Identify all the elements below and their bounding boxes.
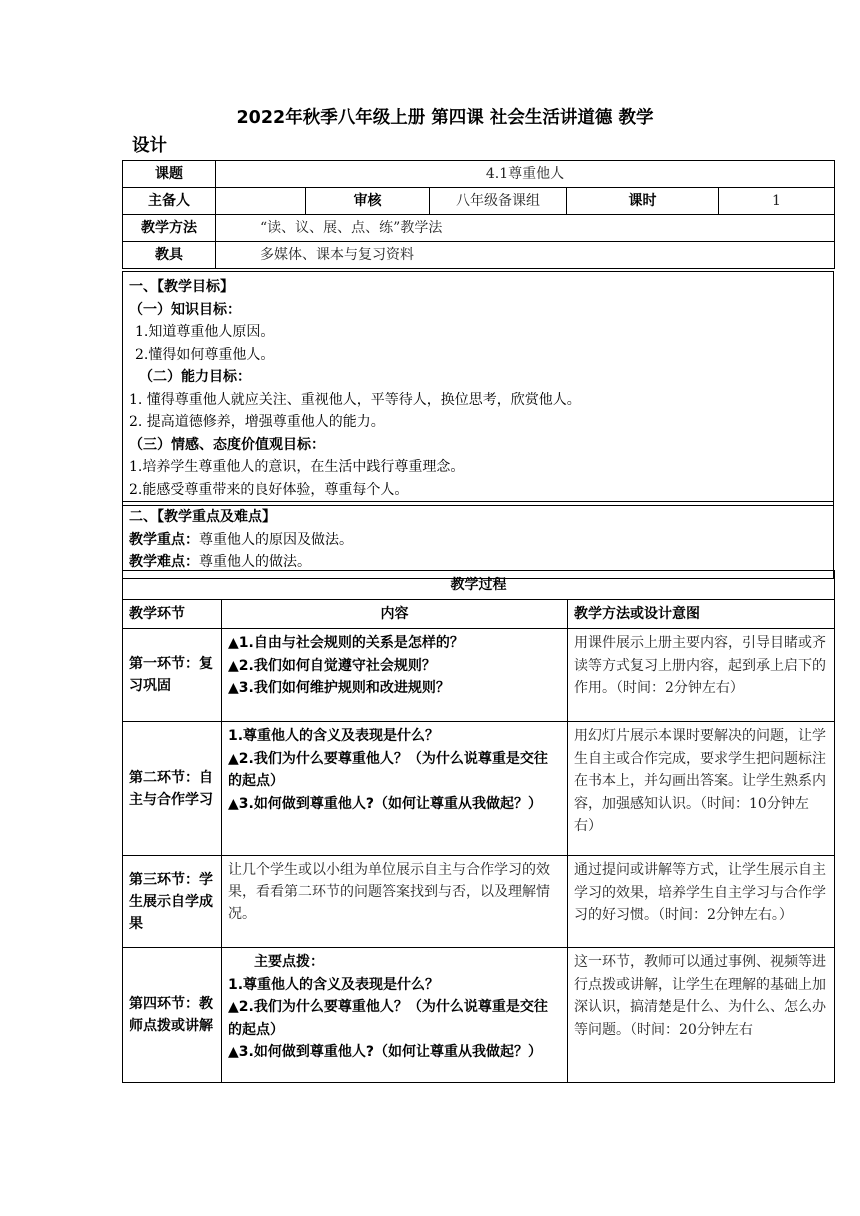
content-line: ▲2.我们为什么要尊重他人？（为什么说尊重是交往的起点）: [228, 999, 548, 1038]
focus-line: [129, 529, 827, 552]
emotion-heading: （三）情感、态度价值观目标：: [129, 436, 325, 453]
content-cell: [222, 948, 568, 1083]
col-content-header: 内容: [222, 600, 568, 629]
topic-label: 课题: [123, 161, 216, 188]
process-row: [123, 856, 835, 948]
review-label: 审核: [306, 188, 430, 215]
preparer-label: 主备人: [123, 188, 216, 215]
process-row: [123, 948, 835, 1083]
ability-heading: （二）能力目标：: [139, 369, 251, 385]
emotion-item: 2.能感受尊重带来的良好体验，尊重每个人。: [129, 481, 409, 498]
difficulty-label: 教学难点：: [129, 554, 199, 570]
content-cell: 让几个学生或以小组为单位展示自主与合作学习的效果，看看第二环节的问题答案找到与否，以及理解情况。: [222, 856, 568, 948]
content-line: 1.尊重他人的含义及表现是什么？: [228, 976, 440, 993]
lesson-info-table: [122, 160, 835, 269]
method-cell: 这一环节，教师可以通过事例、视频等进行点拨或讲解，让学生在理解的基础上加深认识，搞清楚是什么、为什么、怎么办等问题。（时间：20分钟左右: [568, 948, 835, 1083]
knowledge-item: 1.知道尊重他人原因。: [135, 324, 275, 340]
title-line-2: 设计: [132, 136, 167, 156]
method-label: 教学方法: [123, 215, 216, 242]
process-row: [123, 722, 835, 856]
content-line: 1.尊重他人的含义及表现是什么？: [228, 728, 440, 744]
preparer-value: [216, 188, 306, 215]
tools-label: 教具: [123, 242, 216, 269]
stage-cell: 第四环节：教师点拨或讲解: [123, 948, 222, 1083]
topic-value: 4.1尊重他人: [216, 161, 835, 188]
focus-value: 尊重他人的原因及做法。: [199, 531, 353, 548]
review-value: 八年级备课组: [430, 188, 567, 215]
knowledge-item: 2.懂得如何尊重他人。: [135, 346, 275, 363]
stage-cell: 第三环节：学生展示自学成果: [123, 856, 222, 948]
goals-heading: 一、【教学目标】: [129, 279, 234, 295]
content-line: ▲2.我们为什么要尊重他人？（为什么说尊重是交往的起点）: [228, 750, 548, 789]
content-line: ▲2.我们如何自觉遵守社会规则？: [228, 657, 436, 674]
tools-row: [123, 242, 835, 269]
knowledge-heading: （一）知识目标：: [129, 301, 241, 318]
method-row: [123, 215, 835, 242]
method-cell: 用幻灯片展示本课时要解决的问题，让学生自主或合作完成，要求学生把问题标注在书本上，并勾画出答案。让学生熟系内容，加强感知认识。（时间：10分钟左右）: [568, 722, 835, 856]
content-line: ▲3.我们如何维护规则和改进规则？: [228, 680, 450, 696]
emotion-item: 1.培养学生尊重他人的意识，在生活中践行尊重理念。: [129, 459, 465, 475]
process-heading: 教学过程: [123, 571, 835, 600]
tools-value: 多媒体、课本与复习资料: [216, 242, 835, 269]
content-cell: [222, 629, 568, 722]
stage-cell: 第二环节：自主与合作学习: [123, 722, 222, 856]
hours-label: 课时: [567, 188, 719, 215]
process-row: [123, 629, 835, 722]
key-points-section: [122, 501, 834, 579]
ability-item: 2. 提高道德修养，增强尊重他人的能力。: [129, 414, 385, 430]
col-method-header: 教学方法或设计意图: [568, 600, 835, 629]
title-line-1: 2022年秋季八年级上册 第四课 社会生活讲道德 教学: [236, 108, 654, 128]
stage-cell: 第一环节：复习巩固: [123, 629, 222, 722]
method-cell: 用课件展示上册主要内容，引导目睹或齐读等方式复习上册内容，起到承上启下的作用。（时间：2分钟左右）: [568, 629, 835, 722]
topic-row: [123, 161, 835, 188]
teaching-process-table: [122, 570, 835, 1083]
content-subheading: 主要点拨：: [254, 954, 324, 970]
teaching-goals-section: [122, 271, 834, 506]
content-line: ▲3.如何做到尊重他人?（如何让尊重从我做起？）: [228, 1044, 542, 1060]
focus-label: 教学重点：: [129, 531, 199, 548]
hours-value: 1: [719, 188, 835, 215]
content-cell: [222, 722, 568, 856]
method-value: “读、议、展、点、练”教学法: [216, 215, 835, 242]
keys-heading: 二、【教学重点及难点】: [129, 509, 276, 525]
difficulty-value: 尊重他人的做法。: [199, 554, 311, 570]
content-line: ▲3.如何做到尊重他人?（如何让尊重从我做起？）: [228, 795, 542, 812]
ability-item: 1. 懂得尊重他人就应关注、重视他人，平等待人，换位思考，欣赏他人。: [129, 391, 581, 408]
document-title: [130, 104, 750, 160]
content-line: ▲1.自由与社会规则的关系是怎样的？: [228, 635, 464, 651]
method-cell: 通过提问或讲解等方式，让学生展示自主学习的效果，培养学生自主学习与合作学习的好习惯。（时间：2分钟左右。）: [568, 856, 835, 948]
preparer-row: [123, 188, 835, 215]
col-stage-header: 教学环节: [123, 600, 222, 629]
